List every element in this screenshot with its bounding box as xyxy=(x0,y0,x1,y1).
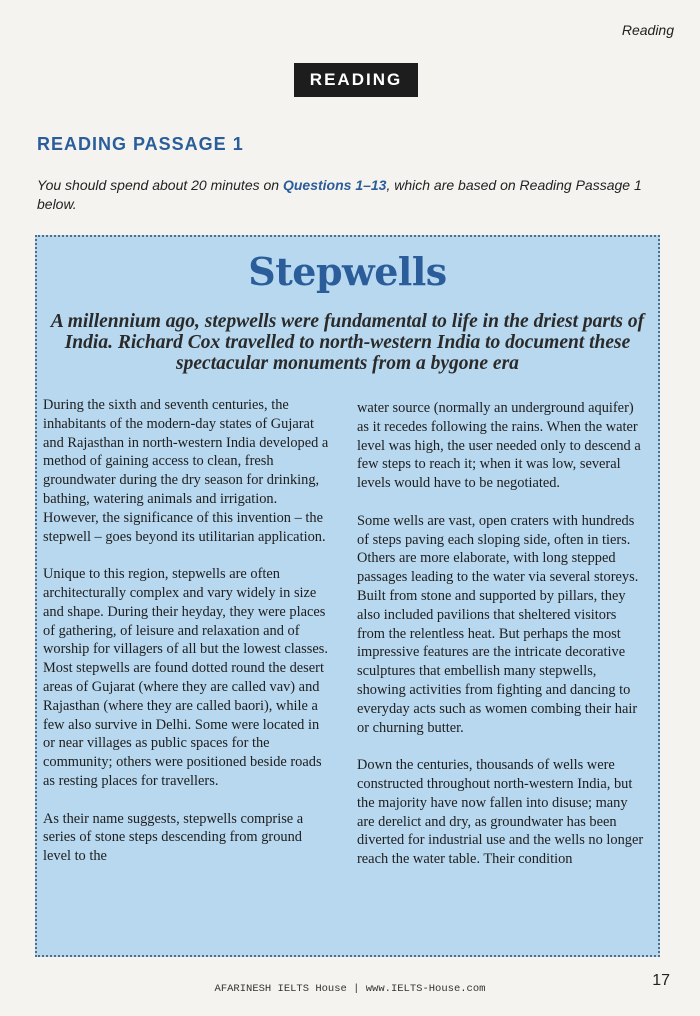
section-label: READING xyxy=(294,63,418,97)
running-head: Reading xyxy=(621,22,674,38)
paragraph: water source (normally an underground aquifer) as it recedes following the rains. When the water level was high, the user needed only to descend a few steps to reach it; when it was low, several levels would have to be negotiated. xyxy=(357,400,641,492)
instructions-text-before: You should spend about 20 minutes on xyxy=(37,177,283,193)
footer-credit: AFARINESH IELTS House | www.IELTS-House.com xyxy=(214,983,486,995)
paragraph: As their name suggests, stepwells comprise a series of stone steps descending from ground level to the xyxy=(43,810,304,865)
paragraph: Unique to this region, stepwells are often architecturally complex and vary widely in size and shape. During their heyday, they were places of gathering, of leisure and relaxation and of worship for villagers of all but the lowest classes. Most stepwells are found dotted round the desert areas of Gujarat (where they are called vav) and Rajasthan (where they are called baori), while a few also survive in Delhi. Some were located in or near villages as public spaces for the community; others were positioned beside roads as resting places for travellers. xyxy=(43,566,328,789)
paragraph: Some wells are vast, open craters with hundreds of steps paving each sloping side, often in tiers. Others are more elaborate, with long stepped passages leading to the water via several storeys. Built from stone and supported by pillars, they also included pavilions that sheltered visitors from the relentless heat. But perhaps the most impressive features are the intricate decorative sculptures that embellish many stepwells, showing activities from fighting and dancing to everyday acts such as women combing their hair or churning butter. xyxy=(357,512,639,736)
questions-reference: Questions 1–13 xyxy=(282,177,387,193)
passage-title: READING PASSAGE 1 xyxy=(37,134,244,154)
right-column xyxy=(357,399,647,888)
instructions xyxy=(37,176,677,214)
paragraph: Down the centuries, thousands of wells were constructed throughout north-western India, but the majority have now fallen into disuse; many are derelict and dry, as groundwater has been diverted for industrial use and the wells no longer reach the water table. Their condition xyxy=(357,757,644,868)
page-number: 17 xyxy=(652,972,670,989)
paragraph: During the sixth and seventh centuries, the inhabitants of the modern-day states of Gujarat and Rajasthan in north-western India developed a method of gaining access to clean, fresh groundwater during the dry season for drinking, bathing, watering animals and irrigation. However, the significance of this invention – the stepwell – goes beyond its utilitarian application. xyxy=(43,397,329,545)
left-column xyxy=(43,396,333,885)
article-title: Stepwells xyxy=(248,249,447,294)
article-panel xyxy=(35,235,660,957)
instructions-text-after: , which are based on Reading Passage 1 below. xyxy=(37,177,642,212)
article-standfirst: A millennium ago, stepwells were fundamental to life in the driest parts of India. Richard Cox travelled to north-western India to document these spectacular monuments from a bygone era xyxy=(50,311,645,374)
